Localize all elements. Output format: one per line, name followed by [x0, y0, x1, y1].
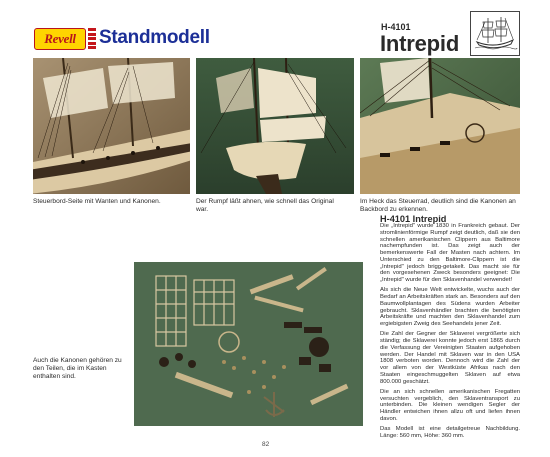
photo-hull-stern	[196, 58, 354, 194]
revell-logo	[34, 28, 86, 50]
article-title: H-4101 Intrepid	[380, 214, 447, 224]
photo-starboard-side	[33, 58, 190, 194]
photo-caption: Steuerbord-Seite mit Wanten und Kanonen.	[33, 198, 161, 205]
parts-caption: Auch die Kanonen gehören zu den Teilen, die im Kasten enthalten sind.	[33, 357, 122, 380]
article-body	[380, 223, 520, 443]
series-title: Standmodell	[99, 27, 210, 48]
photo-caption: Im Heck das Steuerrad, deutlich sind die Kanonen an Backbord zu erkennen.	[360, 198, 516, 213]
article-paragraph: Die „Intrepid" wurde 1830 in Frankreich gebaut. Der stromlinienförmige Rumpf zeigt deutlich, daß sie den schnellen amerikanischen Clippern aus Baltimore nachempfunden ist. Das zeigt auch der bemerkenswerte Fall der Masten nach achtern. Im Unterschied zu den Baltimore-Clippern ist die „Intrepid" jedoch brigg-getakelt. Das macht sie für den vorgesehenen Zweck besonders geeignet: Die „Intrepid" wurde für den Sklavenhandel verwendet!	[380, 223, 520, 283]
sailing-ship-icon	[470, 11, 520, 56]
product-code: H-4101	[381, 22, 411, 32]
product-name: Intrepid	[380, 31, 460, 56]
photo-caption: Der Rumpf läßt ahnen, wie schnell das Original war.	[196, 198, 334, 213]
photo-kit-parts	[134, 262, 363, 426]
article-paragraph: Als sich die Neue Welt entwickelte, wuchs auch der Bedarf an Arbeitskräften stark an. Besonders auf den Baumwollplantagen des Südens wurden Arbeiter gebraucht. Sklavenhändler brachten die benötigten Arbeitskräfte und machten den Sklavenhandel zum ergiebigsten Zweig des Seehandels jener Zeit.	[380, 287, 520, 327]
revell-logo-text: Revell	[44, 31, 76, 46]
photo-stern-wheel	[360, 58, 520, 194]
brand-stripes	[88, 28, 96, 50]
article-paragraph: Die Zahl der Gegner der Sklaverei vergrößerte sich ständig; die Sklaverei konnte jedoch erst 1865 durch die Verfassung der Vereinigten Staaten aufgehoben werden. Der Handel mit Sklaven war in den USA 1808 verboten worden. Dennoch wird die Zahl der vor allem von der Westküste Afrikas nach den Staaten eingeschmuggelten Sklaven auf etwa 800.000 geschätzt.	[380, 331, 520, 385]
article-paragraph: Das Modell ist eine detailgetreue Nachbildung. Länge: 560 mm, Höhe: 360 mm.	[380, 426, 520, 439]
article-paragraph: Die an sich schnellen amerikanischen Fregatten versuchten vergeblich, den Sklaventransport zu unterbinden. Die kleinen wendigen Segler der Händler entwichen ihnen allzu oft und liefen ihnen davon.	[380, 388, 520, 422]
page-number: 82	[262, 441, 270, 448]
